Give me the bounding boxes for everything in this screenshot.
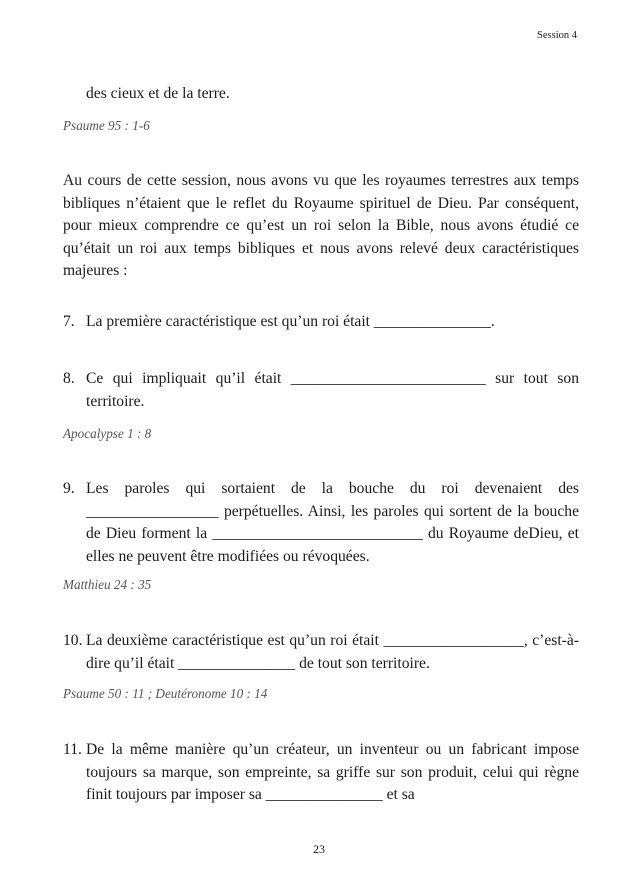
list-item	[63, 368, 579, 413]
scripture-reference: Matthieu 24 : 35	[63, 577, 152, 592]
list-item	[63, 739, 579, 807]
item-text: Ce qui impliquait qu’il était _________________________ sur tout son territoire.	[86, 370, 579, 410]
list-item	[63, 311, 579, 334]
item-text: La première caractéristique est qu’un roi était _______________.	[86, 313, 495, 330]
item-text: Les paroles qui sortaient de la bouche du roi devenaient des _________________ perpétuelles. Ainsi, les paroles qui sortent de la bouche de Dieu forment la ___________________________ du Royaume deDieu, et elles ne peuvent être modifiées ou révoquées.	[86, 480, 579, 565]
list-item	[63, 630, 579, 675]
item-number: 7.	[63, 313, 75, 330]
item-number: 9.	[63, 480, 75, 497]
scripture-reference: Apocalypse 1 : 8	[63, 426, 152, 441]
list-item	[63, 478, 579, 568]
continuation-line: des cieux et de la terre.	[86, 85, 230, 102]
body-paragraph: Au cours de cette session, nous avons vu que les royaumes terrestres aux temps bibliques n’étaient que le reflet du Royaume spirituel de Dieu. Par conséquent, pour mieux comprendre ce qu’est un roi selon la Bible, nous avons étudié ce qu’était un roi aux temps bibliques et nous avons relevé deux caractéristiques majeures :	[63, 172, 579, 279]
item-text: De la même manière qu’un créateur, un inventeur ou un fabricant impose toujours sa marque, son empreinte, sa griffe sur son produit, celui qui règne finit toujours par imposer sa _______________ et sa	[86, 741, 579, 803]
running-header: Session 4	[537, 30, 577, 41]
item-number: 10.	[63, 632, 83, 649]
item-text: La deuxième caractéristique est qu’un roi était __________________, c’est-à-dire qu’il était _______________ de tout son territoire.	[86, 632, 579, 672]
page-number: 23	[313, 842, 325, 856]
item-number: 8.	[63, 370, 75, 387]
item-number: 11.	[63, 741, 82, 758]
scripture-reference: Psaume 50 : 11 ; Deutéronome 10 : 14	[63, 686, 268, 701]
scripture-reference: Psaume 95 : 1-6	[63, 118, 150, 133]
